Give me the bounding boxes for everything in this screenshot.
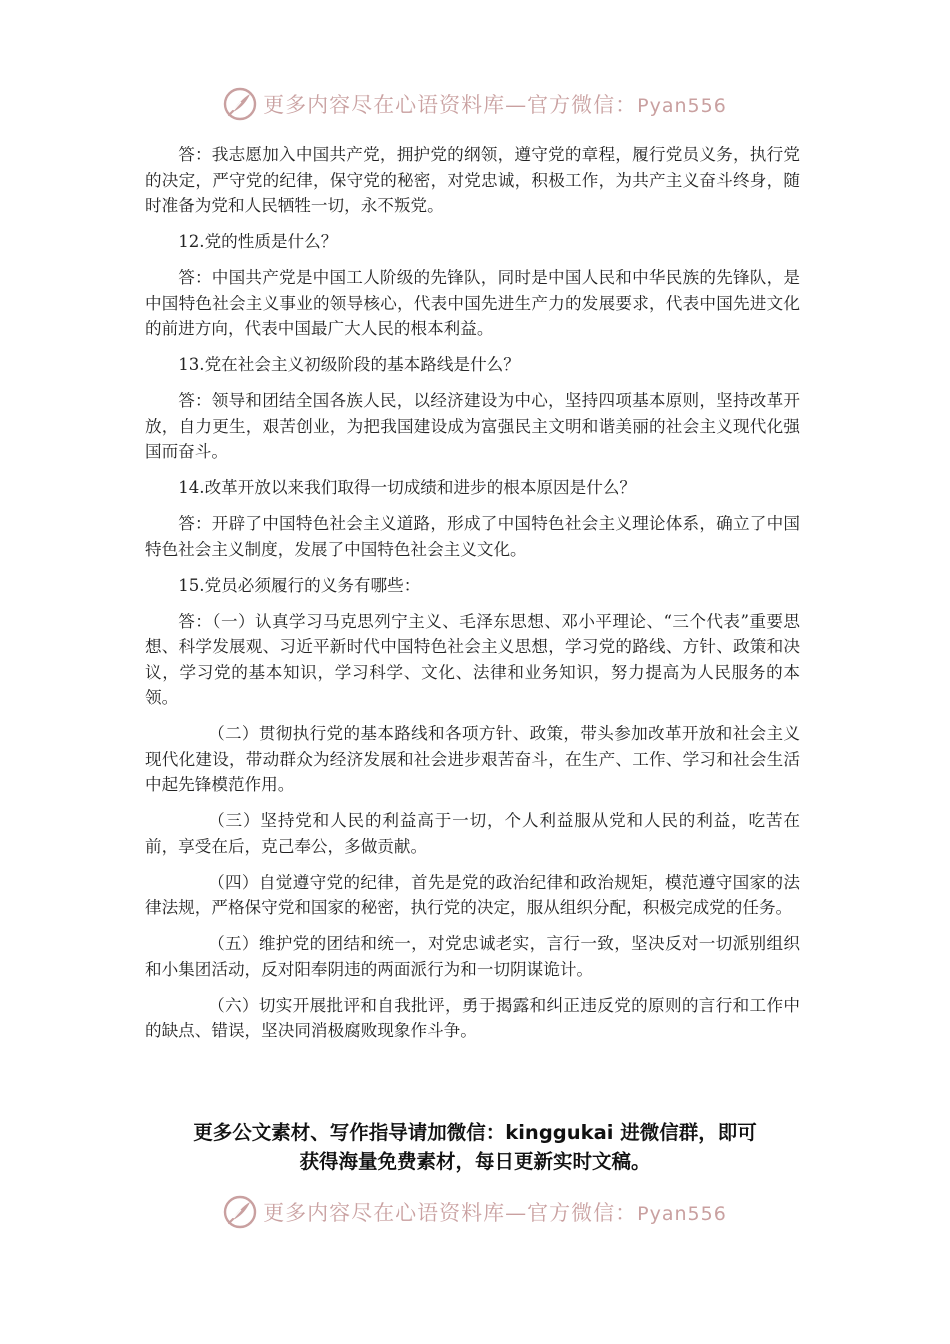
question-heading: 15.党员必须履行的义务有哪些： [178,575,421,595]
promo-line-1: 更多公文素材、写作指导请加微信：kinggukai 进微信群，即可 [193,1121,757,1144]
answer-paragraph: 答：领导和团结全国各族人民，以经济建设为中心，坚持四项基本原则，坚持改革开放，自力更生，艰苦创业，为把我国建设成为富强民主文明和谐美丽的社会主义现代化强国而奋斗。 [145,391,800,461]
answer-paragraph: 答：中国共产党是中国工人阶级的先锋队，同时是中国人民和中华民族的先锋队，是中国特色社会主义事业的领导核心，代表中国先进生产力的发展要求，代表中国先进文化的前进方向，代表中国最广大人民的根本利益。 [145,268,800,338]
question-heading: 12.党的性质是什么？ [178,232,338,251]
banner-text: 更多内容尽在心语资料库—官方微信：Pyan556 [263,1201,727,1225]
header-banner [0,84,950,124]
banner-wechat-id: Pyan556 [637,1203,727,1225]
promo-line-2: 获得海量免费素材，每日更新实时文稿。 [299,1150,651,1173]
question-heading: 14.改革开放以来我们取得一切成绩和进步的根本原因是什么？ [178,478,637,497]
banner-wechat-id: Pyan556 [637,95,727,117]
duty-paragraph: （四）自觉遵守党的纪律，首先是党的政治纪律和政治规矩，模范遵守国家的法律法规，严格保守党和国家的秘密，执行党的决定，服从组织分配，积极完成党的任务。 [145,872,800,917]
answer-paragraph: 答：（一）认真学习马克思列宁主义、毛泽东思想、邓小平理论、“三个代表”重要思想、科学发展观、习近平新时代中国特色社会主义思想，学习党的路线、方针、政策和决议，学习党的基本知识，学习科学、文化、法律和业务知识，努力提高为人民服务的本领。 [145,611,800,707]
feather-pen-logo-icon [223,1195,257,1229]
duty-paragraph: （三）坚持党和人民的利益高于一切，个人利益服从党和人民的利益，吃苦在前，享受在后，克己奉公，多做贡献。 [145,811,800,856]
banner-text: 更多内容尽在心语资料库—官方微信：Pyan556 [263,93,727,117]
document-body [145,142,800,1054]
answer-paragraph: 答：我志愿加入中国共产党，拥护党的纲领，遵守党的章程，履行党员义务，执行党的决定，严守党的纪律，保守党的秘密，对党忠诚，积极工作，为共产主义奋斗终身，随时准备为党和人民牺牲一切，永不叛党。 [145,145,800,215]
duty-paragraph: （六）切实开展批评和自我批评，勇于揭露和纠正违反党的原则的言行和工作中的缺点、错误，坚决同消极腐败现象作斗争。 [145,995,800,1040]
duty-paragraph: （五）维护党的团结和统一，对党忠诚老实，言行一致，坚决反对一切派别组织和小集团活动，反对阳奉阴违的两面派行为和一切阴谋诡计。 [145,934,800,979]
answer-paragraph: 答：开辟了中国特色社会主义道路，形成了中国特色社会主义理论体系，确立了中国特色社会主义制度，发展了中国特色社会主义文化。 [145,514,800,559]
question-heading: 13.党在社会主义初级阶段的基本路线是什么？ [178,355,520,374]
duty-paragraph: （二）贯彻执行党的基本路线和各项方针、政策，带头参加改革开放和社会主义现代化建设，带动群众为经济发展和社会进步艰苦奋斗，在生产、工作、学习和社会生活中起先锋模范作用。 [145,724,800,794]
promo-block [145,1118,805,1176]
feather-pen-logo-icon [223,87,257,121]
footer-banner [0,1192,950,1232]
